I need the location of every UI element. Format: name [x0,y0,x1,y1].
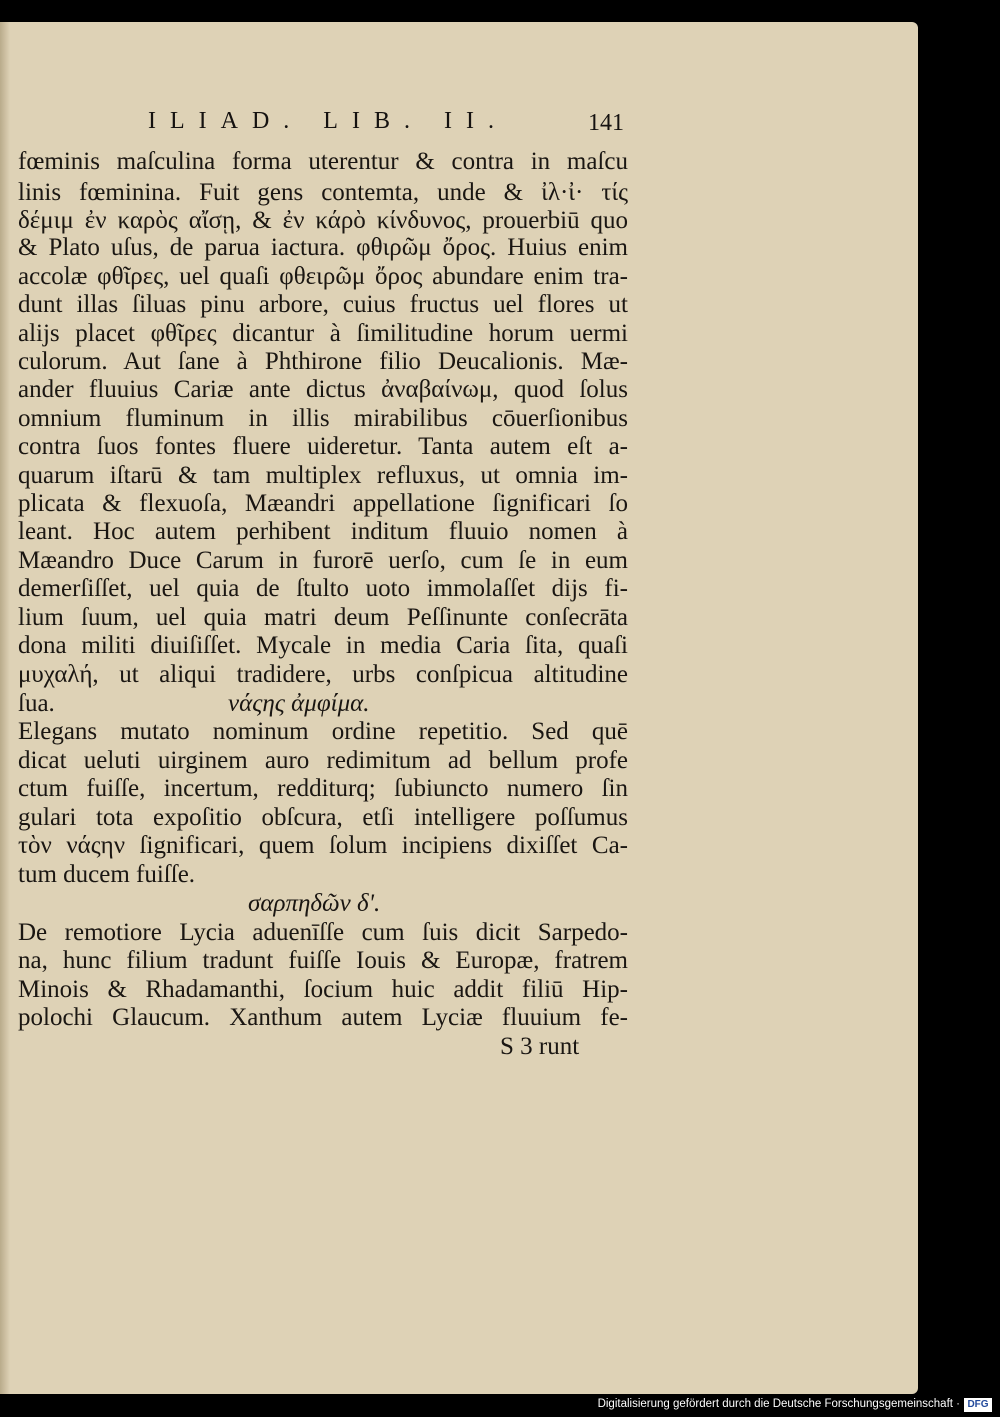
text-line: τὸν νάςην ſignificari, quem ſolum incipiens dixiſſet Ca- [18,832,628,859]
text-line: leant. Hoc autem perhibent inditum fluuio nomen à [18,518,628,545]
text-line: demerſiſſet, uel quia de ſtulto uoto immolaſſet dijs fi- [18,575,628,602]
text-line: lium ſuum, uel quia matri deum Peſſinunte conſecrāta [18,604,628,631]
text-line: Minois & Rhadamanthi, ſocium huic addit filiū Hip- [18,976,628,1003]
text-line: contra ſuos fontes fluere uideretur. Tanta autem eſt a- [18,433,628,460]
footer-bar [0,1394,1000,1417]
text-line: gulari tota expoſitio obſcura, etſi intelligere poſſumus [18,804,628,831]
text-line: accolæ φθῖρες, uel quaſi φθειρῶμ ὄρος abundare enim tra- [18,263,628,290]
text-line: alijs placet φθῖρες dicantur à ſimilitudine horum uermi [18,320,628,347]
page-gutter [0,22,10,1394]
signature-catchword: S 3 runt [500,1033,580,1060]
page-number: 141 [588,110,624,136]
text-line: De remotiore Lycia aduenīſſe cum ſuis dicit Sarpedo- [18,919,628,946]
dfg-logo: DFG [964,1398,992,1412]
text-line: na, hunc filium tradunt fuiſſe Iouis & Europæ, fratrem [18,947,628,974]
text-line: & Plato uſus, de parua iactura. φθιρῶμ ὄρος. Huius enim [18,234,628,261]
text-line: omnium fluminum in illis mirabilibus cōuerſionibus [18,405,628,432]
text-line: dunt illas ſiluas pinu arbore, cuius fructus uel flores ut [18,291,628,318]
text-line: fœminis maſculina forma uterentur & contra in maſcu [18,148,628,175]
text-line: μυχαλή, ut aliqui tradidere, urbs conſpicua altitudine [18,661,628,688]
text-line: dicat ueluti uirginem auro redimitum ad bellum profe [18,747,628,774]
text-line: Elegans mutato nominum ordine repetitio. Sed quē [18,718,628,745]
text-line: quarum iſtarū & tam multiplex refluxus, ut omnia im- [18,462,628,489]
text-line: dona militi diuiſiſſet. Mycale in media Caria ſita, quaſi [18,632,628,659]
text-line: polochi Glaucum. Xanthum autem Lyciæ fluuium fe- [18,1004,628,1031]
text-line: culorum. Aut ſane à Phthirone filio Deucalionis. Mæ- [18,348,628,375]
text-line: ander fluuius Cariæ ante dictus ἀναβαίνωμ, quod ſolus [18,376,628,403]
text-line: ſua. [18,690,55,717]
text-line: plicata & flexuoſa, Mæandri appellatione ſignificari ſo [18,490,628,517]
text-line: Mæandro Duce Carum in furorē uerſo, cum ſe in eum [18,547,628,574]
lemma-heading: νάςης ἀμφίμα. [228,690,370,717]
footer-credit: Digitalisierung gefördert durch die Deutsche Forschungsgemeinschaft · [597,1398,960,1410]
text-line: tum ducem fuiſſe. [18,861,196,888]
text-line: δέμιμ ἐν καρὸς αἴσῃ, & ἐν κάρὸ κίνδυνος, prouerbiū quo [18,207,628,234]
running-head: ILIAD. LIB. II. [148,108,508,134]
lemma-heading: σαρπηδῶν δ'. [248,890,381,917]
text-line: linis fœminina. Fuit gens contemta, unde & ἰλ·ἰ· τίς [18,179,628,206]
text-line: ctum fuiſſe, incertum, redditurq; ſubiuncto numero ſin [18,775,628,802]
